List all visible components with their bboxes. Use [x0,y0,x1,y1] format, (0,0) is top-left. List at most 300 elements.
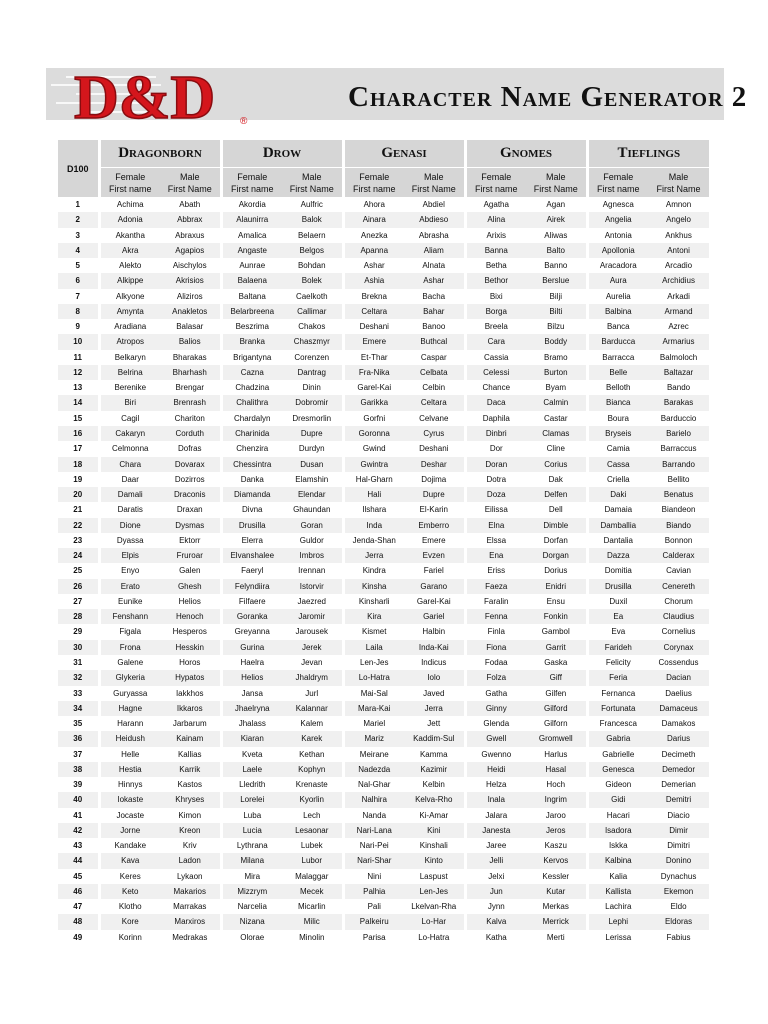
table-row [58,426,709,441]
row-number: 48 [58,914,99,929]
male-name-cell: Kinshali [419,841,448,851]
male-name-cell: Dimble [526,518,587,533]
male-name-cell: Kini [404,823,465,838]
female-name-cell: Charinida [221,426,282,441]
male-name-cell: Dojima [421,474,447,484]
female-name-cell: Dyassa [116,535,144,545]
female-name-cell: Guryassa [113,688,148,698]
female-name-cell: Olorae [240,932,265,942]
female-name-cell: Glykeria [99,670,160,685]
female-name-cell: Agatha [483,200,509,209]
female-name-cell: Helios [221,670,282,685]
male-name-cell: Gilforn [543,719,568,729]
table-row [58,502,709,517]
female-name-cell: Kalia [609,871,628,881]
male-name-cell: Aliziros [176,291,203,301]
female-name-cell: Cassia [484,352,509,362]
male-name-cell: Gariel [404,609,465,624]
row-number: 26 [58,579,99,594]
female-name-cell: Lachira [605,902,632,912]
female-name-cell: Garikka [343,395,404,410]
male-name-cell: Dusan [282,457,343,472]
male-name-cell: Henoch [160,609,221,624]
subheader-female-line1: Female [359,171,390,182]
female-name-cell: Inda [343,518,404,533]
female-name-cell: Dantalia [603,535,633,545]
female-name-cell: Iskka [608,841,628,851]
female-name-cell: Lucia [221,823,282,838]
male-name-cell: Jeros [526,823,587,838]
female-name-cell: Iokaste [99,792,160,807]
male-name-cell: Dozirros [174,474,205,484]
male-name-cell: Kervos [526,853,587,868]
male-name-cell: Biando [648,518,709,533]
male-name-cell: Milic [282,914,343,929]
female-name-cell: Damballia [587,518,648,533]
male-name-cell: Aischylos [172,261,207,271]
row-number: 8 [58,304,99,319]
row-number: 7 [75,291,80,301]
table-row [58,228,709,243]
logo-text: D&D [74,64,216,130]
female-name-cell: Harann [117,719,144,729]
female-name-cell: Isadora [587,823,648,838]
female-name-cell: Len-Jes [360,657,389,667]
male-name-cell: Kallias [177,749,202,759]
male-name-cell: Gaska [544,657,568,667]
male-name-cell: Harlus [544,749,568,759]
male-name-cell: Kalem [300,719,324,729]
male-name-cell: Dinin [302,383,321,393]
female-name-cell: Folza [465,670,526,685]
table-row [58,609,709,624]
table-row [58,838,709,853]
male-name-cell: Bilzu [547,322,565,332]
female-name-cell: Faeza [465,579,526,594]
female-name-cell: Hagne [99,701,160,716]
table-row [58,289,709,304]
female-name-cell: Doran [465,457,526,472]
row-number: 19 [73,474,83,484]
male-name-cell: Lo-Har [404,914,465,929]
male-name-cell: Dantrag [282,365,343,380]
female-name-cell: Gabria [587,731,648,746]
table-row [58,579,709,594]
female-name-cell: Ainara [343,212,404,227]
male-name-cell: Lesaonar [282,823,343,838]
female-name-cell: Lythrana [236,841,268,851]
male-name-cell: Hesskin [160,640,221,655]
female-name-cell: Kore [99,914,160,929]
row-number: 30 [58,640,99,655]
subheader-male-line1: Male [301,171,322,182]
male-name-cell: Bando [666,383,691,393]
female-name-cell: Bethor [465,273,526,288]
female-name-cell: Inala [465,792,526,807]
male-name-cell: Celbin [422,383,446,393]
female-name-cell: Jhaelryna [221,701,282,716]
female-name-cell: Palhia [343,884,404,899]
female-name-cell: Dione [99,518,160,533]
male-name-cell: Armarius [648,334,709,349]
male-name-cell: Marxiros [160,914,221,929]
female-name-cell: Fortunata [587,701,648,716]
male-name-cell: Aulfric [300,200,323,209]
table-row [58,762,709,777]
male-name-cell: Kophyn [282,762,343,777]
male-name-cell: Chakos [298,322,326,332]
male-name-cell: Bharakas [172,352,207,362]
female-name-cell: Elna [465,518,526,533]
male-name-cell: Anakletos [160,304,221,319]
table-row [58,548,709,563]
female-name-cell: Farideh [587,640,648,655]
male-name-cell: Kutar [526,884,587,899]
female-name-cell: Bianca [587,395,648,410]
female-name-cell: Arixis [486,230,507,240]
female-name-cell: Angaste [221,243,282,258]
male-name-cell: Dupre [404,487,465,502]
female-name-cell: Narcelia [237,902,267,912]
male-name-cell: Barakas [648,395,709,410]
table-row [58,640,709,655]
table-row [58,457,709,472]
female-name-cell: Nari-Lana [343,823,404,838]
female-name-cell: Heidush [99,731,160,746]
male-name-cell: Jett [427,719,441,729]
row-number: 38 [58,762,99,777]
female-name-cell: Achima [116,200,144,209]
male-name-cell: Caspar [420,352,447,362]
female-name-cell: Elpis [99,548,160,563]
female-name-cell: Hal-Gharn [355,474,393,484]
male-name-cell: Balios [160,334,221,349]
female-name-cell: Eriss [487,566,506,576]
male-name-cell: Halbin [422,627,446,637]
female-name-cell: Amynta [99,304,160,319]
female-name-cell: Drusilla [221,518,282,533]
male-name-cell: Krenaste [295,780,328,790]
male-name-cell: Merrick [526,914,587,929]
male-name-cell: Brenrash [160,395,221,410]
male-name-cell: Cossendus [658,657,699,667]
table-row [58,594,709,609]
female-name-cell: Alekto [119,261,142,271]
female-name-cell: Nalhira [343,792,404,807]
female-name-cell: Janesta [465,823,526,838]
male-name-cell: Corius [526,457,587,472]
male-name-cell: Draxan [176,505,203,515]
female-name-cell: Elssa [486,535,507,545]
male-name-cell: Cline [546,444,565,454]
female-name-cell: Doza [465,487,526,502]
male-name-cell: Irennan [298,566,326,576]
female-name-cell: Faralin [484,596,509,606]
male-name-cell: Kalannar [282,701,343,716]
male-name-cell: Demitri [648,792,709,807]
female-name-cell: Chalithra [221,395,282,410]
female-name-cell: Gatha [485,688,508,698]
female-name-cell: Aura [587,273,648,288]
female-name-cell: Lo-Hatra [343,670,404,685]
female-name-cell: Kira [343,609,404,624]
female-name-cell: Eilissa [484,505,508,515]
male-name-cell: Caelkoth [295,291,328,301]
male-name-cell: Diacio [667,810,690,820]
female-name-cell: Cara [465,334,526,349]
female-name-cell: Lledrith [239,780,266,790]
registered-mark: ® [240,116,248,127]
subheader-male-line2: First Name [167,183,212,194]
male-name-cell: Alnata [422,261,446,271]
subheader-female-line2: First name [597,183,640,194]
male-name-cell: Deshani [419,444,449,454]
table-row [58,930,709,945]
male-name-cell: Jarousek [295,627,328,637]
male-name-cell: Damaceus [648,701,709,716]
male-name-cell: Delfen [526,487,587,502]
d100-header: D100 [58,140,99,197]
female-name-cell: Enyo [121,566,140,576]
male-name-cell: Kamma [419,749,448,759]
female-name-cell: Balbina [587,304,648,319]
female-name-cell: Alaunirra [221,212,282,227]
male-name-cell: Imbros [282,548,343,563]
table-row [58,487,709,502]
male-name-cell: Bilji [549,291,562,301]
female-name-cell: Nadezda [343,762,404,777]
female-name-cell: Divna [242,505,263,515]
male-name-cell: Garano [404,579,465,594]
male-name-cell: Kinto [404,853,465,868]
group-header-genasi: Genasi [343,140,465,168]
female-name-cell: Domitia [604,566,632,576]
male-name-cell: Hasal [526,762,587,777]
male-name-cell: Chaszmyr [282,334,343,349]
subheader-female-line1: Female [115,171,146,182]
male-name-cell: Damakos [661,719,696,729]
female-name-cell: Keto [99,884,160,899]
male-name-cell: Fonkin [526,609,587,624]
female-name-cell: Jun [465,884,526,899]
male-name-cell: Jhaldrym [282,670,343,685]
female-name-cell: Antonia [604,230,632,240]
female-name-cell: Lorelei [221,792,282,807]
subheader-female-line1: Female [237,171,268,182]
male-name-cell: Celvane [419,413,449,423]
female-name-cell: Ea [587,609,648,624]
female-name-cell: Brekna [361,291,387,301]
table-row [58,441,709,456]
male-name-cell: Amnon [665,200,692,209]
table-row [58,334,709,349]
female-name-cell: Pali [367,902,381,912]
subheader-male [648,168,709,198]
female-name-cell: Mariel [363,719,386,729]
subheader-female-line2: First name [230,183,274,194]
male-name-cell: Indicus [421,657,447,667]
female-name-cell: Keres [119,871,141,881]
male-name-cell: Dovarax [160,457,221,472]
female-name-cell: Apollonia [587,243,648,258]
female-name-cell: Jerra [343,548,404,563]
row-number: 41 [73,810,83,820]
subheader-female [587,168,648,198]
male-name-cell: Evzen [404,548,465,563]
female-name-cell: Belrina [99,365,160,380]
female-name-cell: Kiaran [221,731,282,746]
female-name-cell: Boura [607,413,629,423]
female-name-cell: Nini [367,871,382,881]
female-name-cell: Camia [606,444,630,454]
female-name-cell: Kalbina [587,853,648,868]
female-name-cell: Eunike [118,596,143,606]
table-row [58,243,709,258]
male-name-cell: Benatus [648,487,709,502]
row-number: 24 [58,548,99,563]
female-name-cell: Jhalass [238,719,266,729]
male-name-cell: Fabius [666,932,691,942]
subheader-female [99,168,160,198]
row-number: 47 [73,902,83,912]
female-name-cell: Diamanda [221,487,282,502]
female-name-cell: Alkippe [99,273,160,288]
male-name-cell: Bharhash [160,365,221,380]
group-header-drow: Drow [221,140,343,168]
group-header-row [58,140,709,168]
row-number: 35 [73,719,83,729]
female-name-cell: Baltana [238,291,266,301]
subheader-female-line2: First name [352,183,396,194]
male-name-cell: Barduccio [660,413,697,423]
female-name-cell: Gwell [465,731,526,746]
male-name-cell: Fariel [423,566,444,576]
female-name-cell: Nal-Ghar [358,780,391,790]
male-name-cell: Baltazar [648,365,709,380]
female-name-cell: Klotho [118,902,142,912]
female-name-cell: Helza [486,780,507,790]
male-name-cell: Jaromir [282,609,343,624]
male-name-cell: Corynax [648,640,709,655]
female-name-cell: Ashar [363,261,385,271]
female-name-cell: Goranka [221,609,282,624]
male-name-cell: Balok [282,212,343,227]
subheader-male-line1: Male [179,171,200,182]
female-name-cell: Kveta [242,749,263,759]
subheader-female [221,168,282,198]
female-name-cell: Gwenno [481,749,512,759]
female-name-cell: Atropos [99,334,160,349]
male-name-cell: Kimon [178,810,202,820]
male-name-cell: Durdyn [298,444,325,454]
subheader-female-line1: Female [481,171,512,182]
male-name-cell: Kazimir [404,762,465,777]
table-row [58,792,709,807]
female-name-cell: Danka [240,474,264,484]
male-name-cell: Iakkhos [175,688,204,698]
table-row [58,701,709,716]
male-name-cell: Bramo [543,352,568,362]
male-name-cell: Malaggar [295,871,329,881]
female-name-cell: Faeryl [241,566,264,576]
male-name-cell: Kessler [542,871,570,881]
male-name-cell: Boddy [526,334,587,349]
male-name-cell: Claudius [648,609,709,624]
female-name-cell: Gabrielle [602,749,635,759]
row-number: 15 [73,413,83,423]
male-name-cell: Chorum [664,596,693,606]
male-name-cell: Aliam [404,243,465,258]
female-name-cell: Kinsha [343,579,404,594]
male-name-cell: Hypatos [160,670,221,685]
male-name-cell: Lubek [300,841,323,851]
table-row [58,670,709,685]
female-name-cell: Deshani [359,322,389,332]
female-name-cell: Parisa [362,932,386,942]
male-name-cell: Ladon [160,853,221,868]
row-number: 28 [58,609,99,624]
male-name-cell: Jerra [404,701,465,716]
male-name-cell: Galen [179,566,201,576]
male-name-cell: Minolin [299,932,325,942]
row-number: 44 [58,853,99,868]
male-name-cell: Calmin [526,395,587,410]
female-name-cell: Brigantyna [233,352,272,362]
row-number: 22 [58,518,99,533]
male-name-cell: Jurl [305,688,319,698]
female-name-cell: Biri [99,395,160,410]
female-name-cell: Nari-Shar [343,853,404,868]
male-name-cell: Emberro [404,518,465,533]
female-name-cell: Dinbri [465,426,526,441]
female-name-cell: Laele [221,762,282,777]
subheader-female-line2: First name [475,183,518,194]
female-name-cell: Ena [465,548,526,563]
male-name-cell: Eldo [670,902,687,912]
male-name-cell: Bellito [667,474,690,484]
subheader-female [465,168,526,198]
female-name-cell: Feria [587,670,648,685]
row-number: 9 [75,322,80,332]
female-name-cell: Borga [465,304,526,319]
male-name-cell: Celbata [404,365,465,380]
male-name-cell: Kaszu [544,841,567,851]
table-row [58,472,709,487]
male-name-cell: Kainam [160,731,221,746]
row-number: 6 [58,273,99,288]
male-name-cell: Kreon [160,823,221,838]
female-name-cell: Jelli [465,853,526,868]
male-name-cell: Helios [178,596,201,606]
male-name-cell: Akrisios [160,273,221,288]
row-number: 45 [73,871,83,881]
male-name-cell: Elamshin [295,474,329,484]
male-name-cell: Berslue [526,273,587,288]
row-number: 16 [58,426,99,441]
female-name-cell: Angelia [587,212,648,227]
male-name-cell: Barielo [648,426,709,441]
male-name-cell: Ensu [546,596,565,606]
male-name-cell: Guldor [299,535,324,545]
male-name-cell: Ektorr [179,535,201,545]
male-name-cell: Abdieso [404,212,465,227]
female-name-cell: Nizana [221,914,282,929]
male-name-cell: Dresmorlin [292,413,332,423]
male-name-cell: Karrik [160,762,221,777]
female-name-cell: Hinnys [118,780,143,790]
table-row [58,884,709,899]
male-name-cell: Cenereth [648,579,709,594]
